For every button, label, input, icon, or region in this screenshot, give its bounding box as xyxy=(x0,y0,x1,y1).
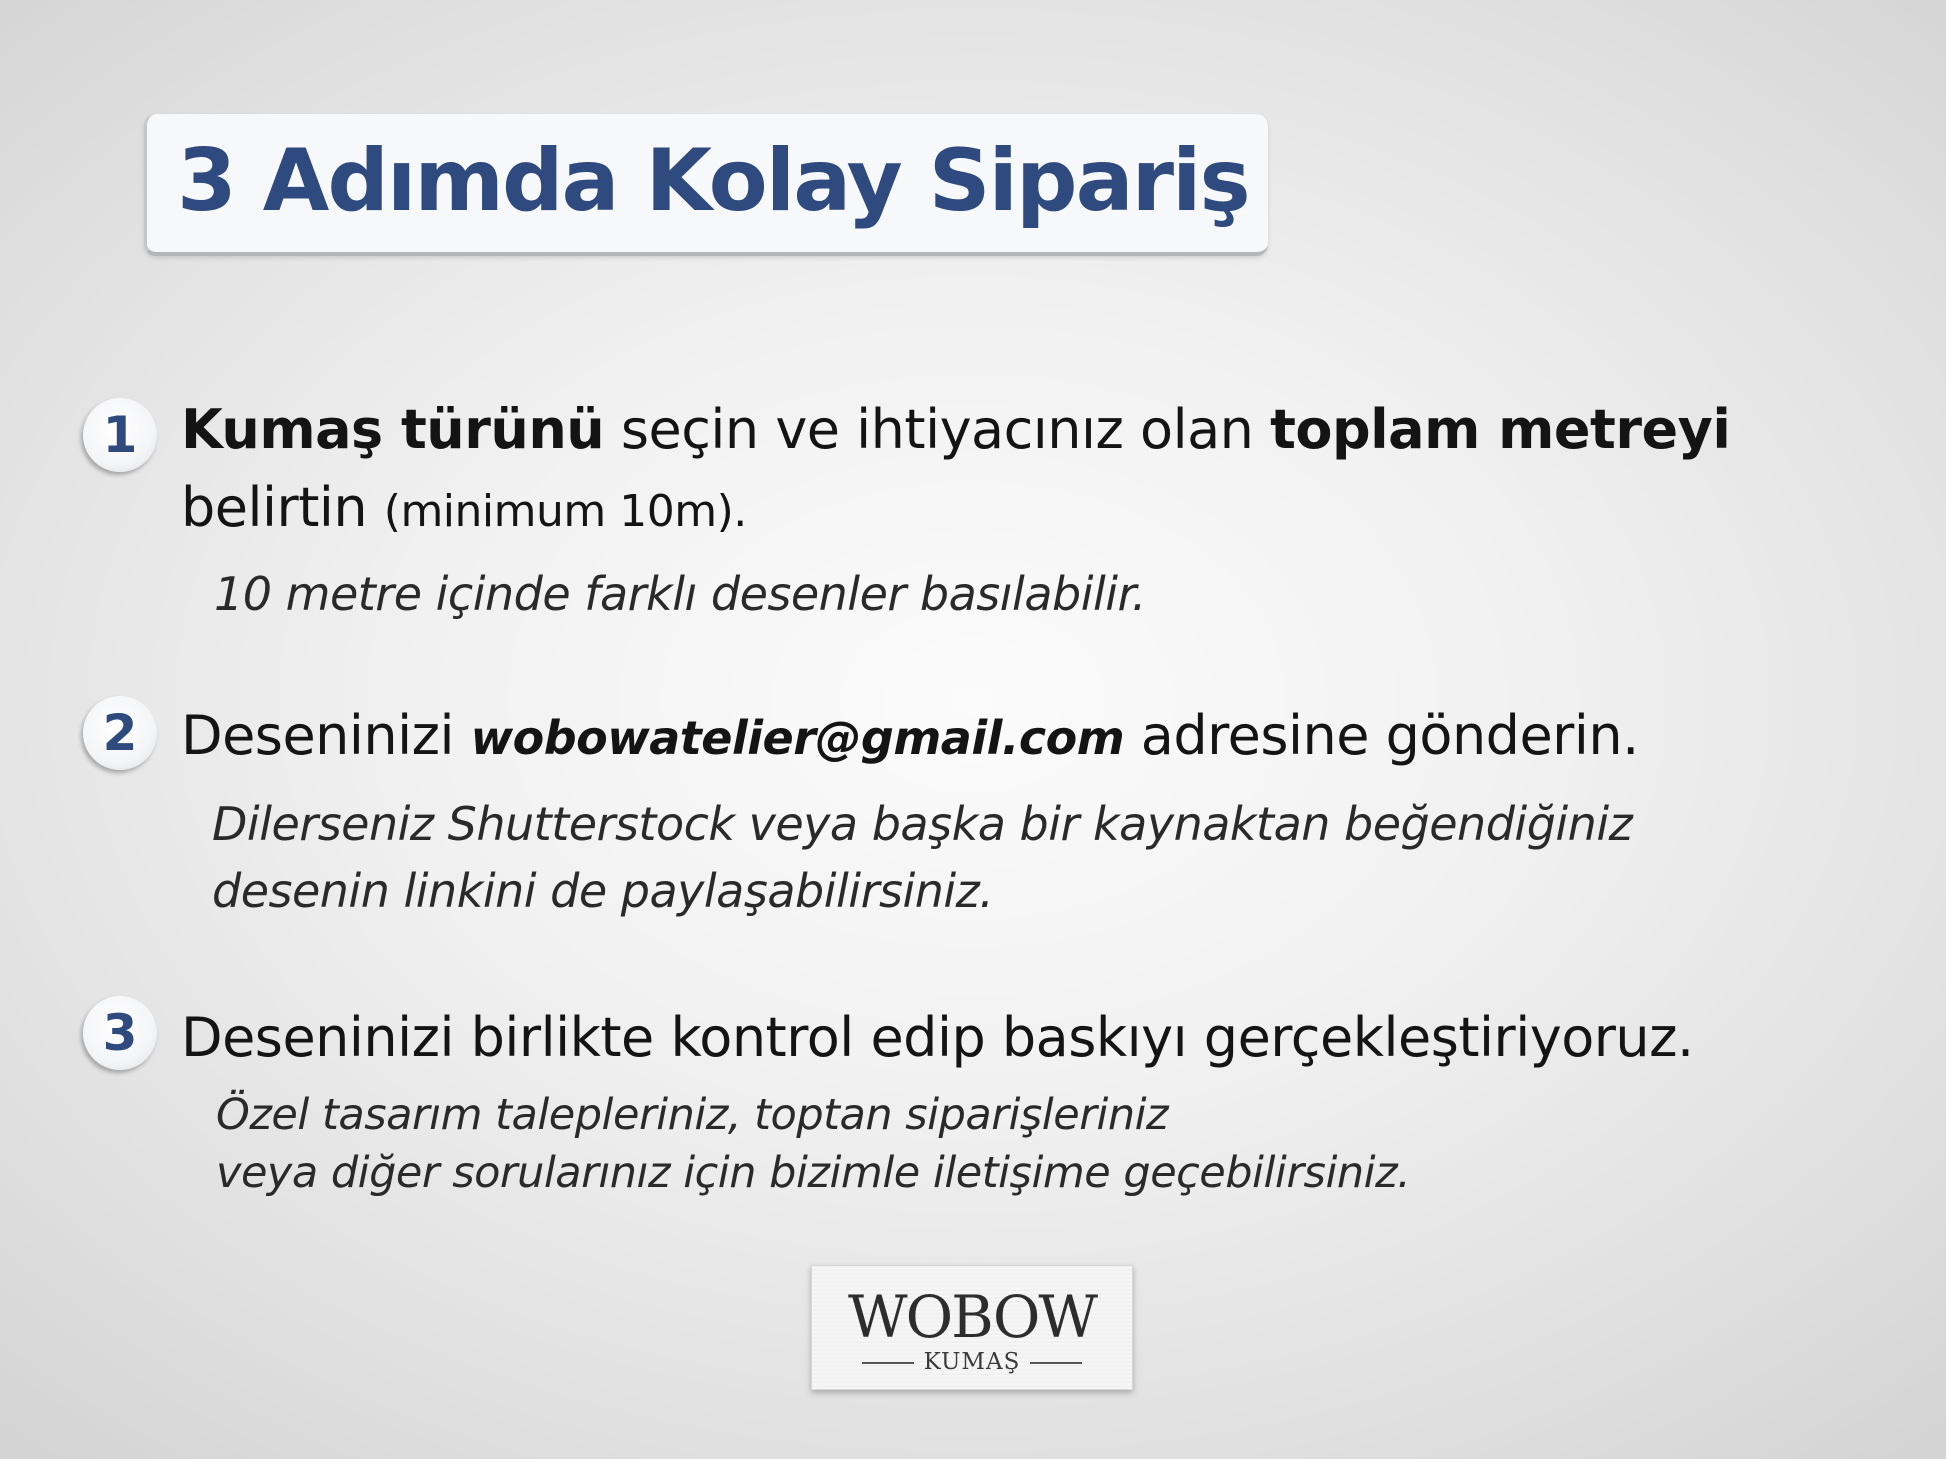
step-1-text-segment: seçin ve ihtiyacınız olan xyxy=(604,398,1271,461)
step-1-fabric-type: Kumaş türünü xyxy=(181,398,605,461)
step-1-text-line-2 xyxy=(181,469,747,551)
step-2-email: wobowatelier@gmail.com xyxy=(470,711,1125,765)
step-2-note-line-1: Dilerseniz Shutterstock veya başka bir kaynaktan beğendiğiniz xyxy=(212,797,1633,851)
logo-name: WOBOW xyxy=(847,1283,1097,1351)
step-1-text-line-1 xyxy=(181,391,1730,469)
step-2-number-badge: 2 xyxy=(83,696,157,770)
step-2-text-segment-end: adresine gönderin. xyxy=(1124,704,1639,767)
step-1-minimum: (minimum 10m). xyxy=(383,486,747,537)
logo-rule-left xyxy=(862,1362,914,1364)
logo-sub-text: KUMAŞ xyxy=(923,1349,1021,1375)
page-title: 3 Adımda Kolay Sipariş xyxy=(177,131,1249,231)
wobow-logo-label xyxy=(811,1265,1133,1390)
step-1-note: 10 metre içinde farklı desenler basılabilir. xyxy=(214,567,1146,621)
logo-rule-right xyxy=(1030,1362,1082,1364)
step-3-note-line-1: Özel tasarım talepleriniz, toptan siparişleriniz xyxy=(216,1090,1169,1140)
step-2-note-line-2: desenin linkini de paylaşabilirsiniz. xyxy=(212,864,994,918)
step-3-number-badge: 3 xyxy=(83,996,157,1070)
step-1-number-badge: 1 xyxy=(83,398,157,472)
step-1-total-meters: toplam metreyi xyxy=(1270,398,1731,461)
step-2-text xyxy=(181,697,1639,777)
step-1-specify: belirtin xyxy=(181,476,384,539)
logo-subtitle xyxy=(812,1348,1132,1376)
title-box xyxy=(144,114,1268,256)
step-2-text-segment: Deseninizi xyxy=(181,704,471,767)
step-3-text: Deseninizi birlikte kontrol edip baskıyı gerçekleştiriyoruz. xyxy=(181,1006,1694,1069)
step-3-note-line-2: veya diğer sorularınız için bizimle iletişime geçebilirsiniz. xyxy=(216,1148,1411,1198)
